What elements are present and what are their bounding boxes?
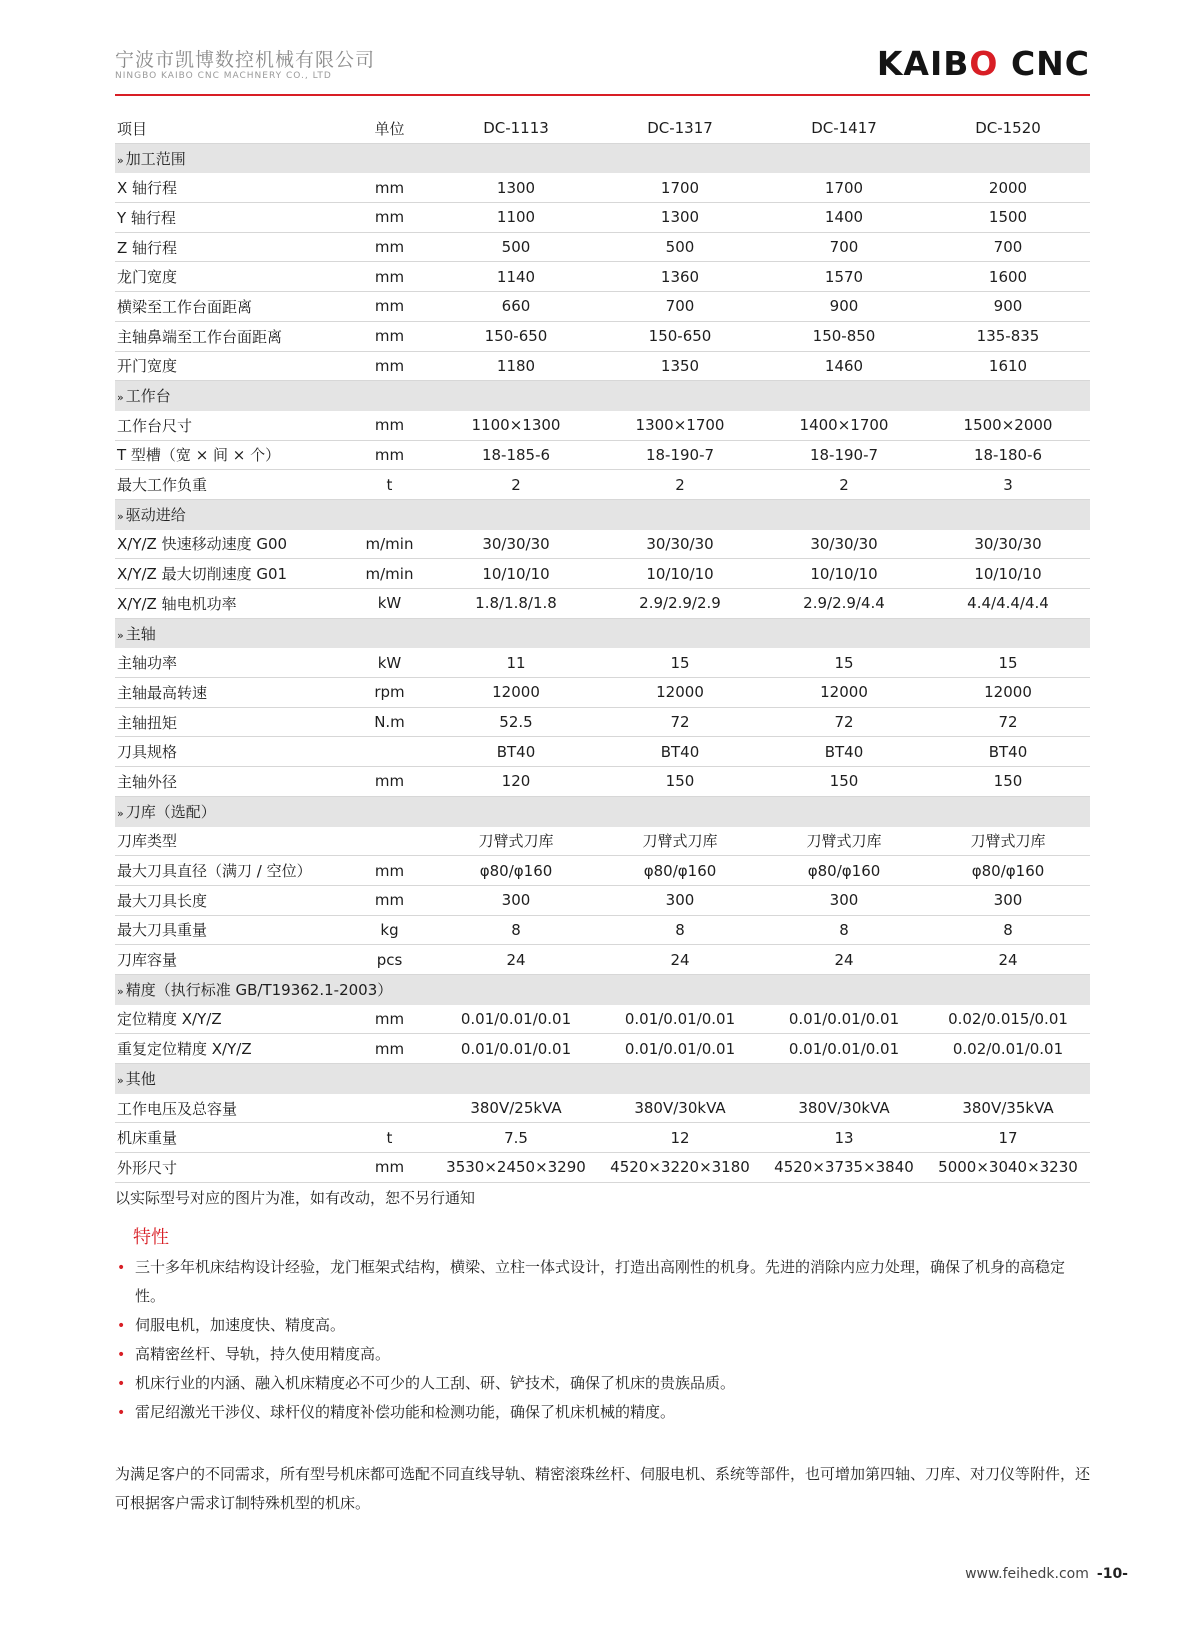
section-row xyxy=(115,381,1090,411)
section-title-text: 加工范围 xyxy=(125,149,186,168)
spec-label: 刀库类型 xyxy=(115,826,353,856)
spec-unit: mm xyxy=(353,410,434,440)
table-row xyxy=(115,648,1090,678)
spec-value: 10/10/10 xyxy=(762,559,926,589)
spec-value: 15 xyxy=(598,648,762,678)
spec-unit xyxy=(353,1093,434,1123)
table-row xyxy=(115,1093,1090,1123)
header-divider xyxy=(115,94,1090,96)
header-unit: 单位 xyxy=(353,114,434,143)
spec-unit: mm xyxy=(353,321,434,351)
table-row xyxy=(115,351,1090,381)
spec-value: 0.02/0.015/0.01 xyxy=(926,1004,1090,1034)
table-row xyxy=(115,737,1090,767)
company-name-cn: 宁波市凯博数控机械有限公司 xyxy=(115,49,376,71)
features-list xyxy=(115,1253,1090,1427)
spec-value: 11 xyxy=(434,648,598,678)
spec-value: 30/30/30 xyxy=(762,529,926,559)
spec-value: 150-650 xyxy=(434,321,598,351)
spec-value: 1610 xyxy=(926,351,1090,381)
spec-value: BT40 xyxy=(762,737,926,767)
spec-value: 18-190-7 xyxy=(762,440,926,470)
spec-value: 150-850 xyxy=(762,321,926,351)
section-row xyxy=(115,499,1090,529)
spec-label: 主轴扭矩 xyxy=(115,707,353,737)
table-row xyxy=(115,292,1090,322)
spec-value: 2 xyxy=(434,470,598,500)
section-title xyxy=(115,143,1090,173)
table-row xyxy=(115,1153,1090,1183)
spec-unit: kW xyxy=(353,648,434,678)
section-arrow-icon: » xyxy=(117,984,124,998)
spec-table xyxy=(115,114,1090,1183)
spec-value: 18-185-6 xyxy=(434,440,598,470)
spec-value: 1300×1700 xyxy=(598,410,762,440)
spec-value: BT40 xyxy=(434,737,598,767)
feature-item: • 高精密丝杆、导轨，持久使用精度高。 xyxy=(115,1340,1090,1369)
closing-paragraph: 为满足客户的不同需求，所有型号机床都可选配不同直线导轨、精密滚珠丝杆、伺服电机、系统等部件，也可增加第四轴、刀库、对刀仪等附件，还可根据客户需求订制特殊机型的机床。 xyxy=(115,1465,1091,1512)
spec-value: 380V/35kVA xyxy=(926,1093,1090,1123)
section-arrow-icon: » xyxy=(117,806,124,820)
disclaimer-note: 以实际型号对应的图片为准，如有改动，恕不另行通知 xyxy=(115,1189,476,1207)
spec-value: 0.01/0.01/0.01 xyxy=(434,1034,598,1064)
spec-unit: N.m xyxy=(353,707,434,737)
spec-value: 24 xyxy=(926,945,1090,975)
table-row xyxy=(115,470,1090,500)
spec-value: 12000 xyxy=(926,678,1090,708)
spec-value: 3 xyxy=(926,470,1090,500)
table-row xyxy=(115,707,1090,737)
spec-label: 最大刀具长度 xyxy=(115,885,353,915)
spec-value: BT40 xyxy=(598,737,762,767)
spec-value: 12000 xyxy=(598,678,762,708)
spec-value: 1700 xyxy=(762,173,926,203)
table-row xyxy=(115,440,1090,470)
kaibo-logo: KAIBO CNC xyxy=(876,44,1090,83)
spec-label: 刀库容量 xyxy=(115,945,353,975)
spec-unit: m/min xyxy=(353,559,434,589)
spec-value: 12 xyxy=(598,1123,762,1153)
spec-value: 5000×3040×3230 xyxy=(926,1153,1090,1183)
spec-value: φ80/φ160 xyxy=(762,856,926,886)
spec-unit: t xyxy=(353,1123,434,1153)
section-row xyxy=(115,974,1090,1004)
spec-value: 900 xyxy=(926,292,1090,322)
spec-value: 1460 xyxy=(762,351,926,381)
spec-value: 7.5 xyxy=(434,1123,598,1153)
spec-value: 1140 xyxy=(434,262,598,292)
page-footer xyxy=(965,1566,1128,1582)
spec-value: 18-190-7 xyxy=(598,440,762,470)
table-row xyxy=(115,1034,1090,1064)
section-title xyxy=(115,974,1090,1004)
company-name-en: NINGBO KAIBO CNC MACHNERY CO., LTD xyxy=(115,71,332,81)
spec-value: 4520×3220×3180 xyxy=(598,1153,762,1183)
spec-value: 380V/25kVA xyxy=(434,1093,598,1123)
table-row xyxy=(115,203,1090,233)
section-title-text: 工作台 xyxy=(125,387,171,406)
spec-label: X/Y/Z 轴电机功率 xyxy=(115,589,353,619)
spec-unit: mm xyxy=(353,856,434,886)
spec-label: 机床重量 xyxy=(115,1123,353,1153)
spec-unit: mm xyxy=(353,203,434,233)
section-row xyxy=(115,1064,1090,1094)
spec-unit: mm xyxy=(353,767,434,797)
section-arrow-icon: » xyxy=(117,391,124,405)
header-model: DC-1113 xyxy=(434,114,598,143)
table-row xyxy=(115,232,1090,262)
features-title: 特性 xyxy=(133,1227,169,1248)
spec-value: 1100×1300 xyxy=(434,410,598,440)
spec-unit xyxy=(353,826,434,856)
spec-value: 12000 xyxy=(762,678,926,708)
spec-unit: t xyxy=(353,470,434,500)
spec-value: φ80/φ160 xyxy=(598,856,762,886)
spec-unit: kW xyxy=(353,589,434,619)
spec-value: 72 xyxy=(598,707,762,737)
table-row xyxy=(115,945,1090,975)
spec-label: 最大刀具直径（满刀 / 空位） xyxy=(115,856,353,886)
spec-value: 900 xyxy=(762,292,926,322)
header-model: DC-1520 xyxy=(926,114,1090,143)
spec-value: 1400 xyxy=(762,203,926,233)
spec-label: 重复定位精度 X/Y/Z xyxy=(115,1034,353,1064)
spec-value: 18-180-6 xyxy=(926,440,1090,470)
spec-label: Z 轴行程 xyxy=(115,232,353,262)
spec-value: 刀臂式刀库 xyxy=(762,826,926,856)
spec-value: 8 xyxy=(926,915,1090,945)
spec-unit: mm xyxy=(353,262,434,292)
spec-value: 2 xyxy=(598,470,762,500)
spec-value: 500 xyxy=(598,232,762,262)
spec-label: 龙门宽度 xyxy=(115,262,353,292)
spec-label: 刀具规格 xyxy=(115,737,353,767)
spec-unit: mm xyxy=(353,1034,434,1064)
spec-label: 主轴鼻端至工作台面距离 xyxy=(115,321,353,351)
section-title xyxy=(115,618,1090,648)
spec-value: 700 xyxy=(598,292,762,322)
table-row xyxy=(115,1123,1090,1153)
spec-value: 300 xyxy=(762,885,926,915)
section-title xyxy=(115,1064,1090,1094)
spec-value: 30/30/30 xyxy=(598,529,762,559)
feature-item: • 机床行业的内涵、融入机床精度必不可少的人工刮、研、铲技术，确保了机床的贵族品质。 xyxy=(115,1369,1090,1398)
table-row xyxy=(115,410,1090,440)
feature-item: • 伺服电机，加速度快、精度高。 xyxy=(115,1311,1090,1340)
spec-value: 0.01/0.01/0.01 xyxy=(598,1004,762,1034)
spec-value: 2.9/2.9/4.4 xyxy=(762,589,926,619)
spec-unit: rpm xyxy=(353,678,434,708)
spec-value: 1400×1700 xyxy=(762,410,926,440)
spec-value: 刀臂式刀库 xyxy=(598,826,762,856)
spec-label: 主轴外径 xyxy=(115,767,353,797)
page-header xyxy=(115,40,1090,96)
spec-value: 1570 xyxy=(762,262,926,292)
spec-unit: mm xyxy=(353,1004,434,1034)
spec-value: 8 xyxy=(598,915,762,945)
spec-unit: mm xyxy=(353,292,434,322)
spec-unit: mm xyxy=(353,351,434,381)
spec-unit: mm xyxy=(353,232,434,262)
spec-label: 开门宽度 xyxy=(115,351,353,381)
spec-value: 150 xyxy=(598,767,762,797)
spec-value: 4520×3735×3840 xyxy=(762,1153,926,1183)
spec-value: 150 xyxy=(926,767,1090,797)
section-row xyxy=(115,796,1090,826)
header-model: DC-1317 xyxy=(598,114,762,143)
spec-value: 0.01/0.01/0.01 xyxy=(762,1004,926,1034)
spec-unit: mm xyxy=(353,885,434,915)
spec-value: 72 xyxy=(926,707,1090,737)
table-row xyxy=(115,321,1090,351)
table-row xyxy=(115,173,1090,203)
spec-unit: mm xyxy=(353,173,434,203)
spec-value: 2.9/2.9/2.9 xyxy=(598,589,762,619)
spec-value: 1700 xyxy=(598,173,762,203)
section-title-text: 驱动进给 xyxy=(125,505,186,524)
logo-red-o: O xyxy=(969,44,999,83)
spec-value: 380V/30kVA xyxy=(762,1093,926,1123)
spec-value: 10/10/10 xyxy=(598,559,762,589)
page-number: -10- xyxy=(1096,1566,1128,1582)
section-title-text: 其他 xyxy=(125,1069,156,1088)
spec-value: 13 xyxy=(762,1123,926,1153)
spec-unit: mm xyxy=(353,1153,434,1183)
spec-value: 700 xyxy=(926,232,1090,262)
spec-label: 工作台尺寸 xyxy=(115,410,353,440)
spec-value: 刀臂式刀库 xyxy=(926,826,1090,856)
table-row xyxy=(115,826,1090,856)
spec-label: 横梁至工作台面距离 xyxy=(115,292,353,322)
spec-label: 主轴最高转速 xyxy=(115,678,353,708)
spec-label: 定位精度 X/Y/Z xyxy=(115,1004,353,1034)
table-row xyxy=(115,856,1090,886)
spec-value: 1300 xyxy=(598,203,762,233)
spec-value: 1500 xyxy=(926,203,1090,233)
spec-value: 1600 xyxy=(926,262,1090,292)
table-row xyxy=(115,1004,1090,1034)
spec-value: 150-650 xyxy=(598,321,762,351)
spec-value: 8 xyxy=(762,915,926,945)
spec-value: 1360 xyxy=(598,262,762,292)
spec-value: 1500×2000 xyxy=(926,410,1090,440)
section-arrow-icon: » xyxy=(117,153,124,167)
spec-value: 刀臂式刀库 xyxy=(434,826,598,856)
spec-value: φ80/φ160 xyxy=(434,856,598,886)
spec-value: BT40 xyxy=(926,737,1090,767)
section-row xyxy=(115,143,1090,173)
spec-value: 8 xyxy=(434,915,598,945)
spec-value: 1.8/1.8/1.8 xyxy=(434,589,598,619)
spec-value: 150 xyxy=(762,767,926,797)
spec-value: 0.01/0.01/0.01 xyxy=(434,1004,598,1034)
feature-item: • 雷尼绍激光干涉仪、球杆仪的精度补偿功能和检测功能，确保了机床机械的精度。 xyxy=(115,1398,1090,1427)
section-arrow-icon: » xyxy=(117,628,124,642)
spec-value: 15 xyxy=(762,648,926,678)
spec-value: 1350 xyxy=(598,351,762,381)
section-title-text: 刀库（选配） xyxy=(125,802,216,821)
section-arrow-icon: » xyxy=(117,1073,124,1087)
spec-value: 24 xyxy=(598,945,762,975)
spec-value: 10/10/10 xyxy=(434,559,598,589)
header-item: 项目 xyxy=(115,114,353,143)
spec-unit xyxy=(353,737,434,767)
spec-value: 30/30/30 xyxy=(926,529,1090,559)
spec-unit: m/min xyxy=(353,529,434,559)
spec-value: 30/30/30 xyxy=(434,529,598,559)
spec-value: 2 xyxy=(762,470,926,500)
table-row xyxy=(115,262,1090,292)
spec-value: 1100 xyxy=(434,203,598,233)
spec-label: 外形尺寸 xyxy=(115,1153,353,1183)
spec-value: 1300 xyxy=(434,173,598,203)
section-arrow-icon: » xyxy=(117,509,124,523)
spec-value: 500 xyxy=(434,232,598,262)
feature-item: • 三十多年机床结构设计经验，龙门框架式结构，横梁、立柱一体式设计，打造出高刚性的机身。先进的消除内应力处理，确保了机身的高稳定性。 xyxy=(115,1253,1090,1311)
table-row xyxy=(115,885,1090,915)
spec-value: 17 xyxy=(926,1123,1090,1153)
table-row xyxy=(115,529,1090,559)
spec-value: 120 xyxy=(434,767,598,797)
section-title xyxy=(115,499,1090,529)
spec-value: 300 xyxy=(926,885,1090,915)
spec-value: 3530×2450×3290 xyxy=(434,1153,598,1183)
spec-value: 0.01/0.01/0.01 xyxy=(598,1034,762,1064)
spec-label: X/Y/Z 最大切削速度 G01 xyxy=(115,559,353,589)
table-row xyxy=(115,678,1090,708)
section-row xyxy=(115,618,1090,648)
spec-label: 主轴功率 xyxy=(115,648,353,678)
table-row xyxy=(115,559,1090,589)
spec-label: X 轴行程 xyxy=(115,173,353,203)
section-title-text: 主轴 xyxy=(125,624,156,643)
spec-value: 24 xyxy=(762,945,926,975)
spec-label: 最大工作负重 xyxy=(115,470,353,500)
spec-value: 2000 xyxy=(926,173,1090,203)
spec-value: φ80/φ160 xyxy=(926,856,1090,886)
spec-label: T 型槽（宽 × 间 × 个） xyxy=(115,440,353,470)
spec-label: 最大刀具重量 xyxy=(115,915,353,945)
section-title-text: 精度（执行标准 GB/T19362.1-2003） xyxy=(125,980,393,999)
spec-unit: pcs xyxy=(353,945,434,975)
spec-value: 300 xyxy=(434,885,598,915)
table-row xyxy=(115,767,1090,797)
section-title xyxy=(115,381,1090,411)
spec-value: 72 xyxy=(762,707,926,737)
spec-value: 4.4/4.4/4.4 xyxy=(926,589,1090,619)
spec-value: 10/10/10 xyxy=(926,559,1090,589)
spec-label: X/Y/Z 快速移动速度 G00 xyxy=(115,529,353,559)
section-title xyxy=(115,796,1090,826)
spec-label: 工作电压及总容量 xyxy=(115,1093,353,1123)
spec-value: 660 xyxy=(434,292,598,322)
spec-value: 24 xyxy=(434,945,598,975)
website-url: www.feihedk.com xyxy=(965,1566,1089,1582)
spec-value: 300 xyxy=(598,885,762,915)
spec-value: 700 xyxy=(762,232,926,262)
spec-value: 1180 xyxy=(434,351,598,381)
spec-value: 15 xyxy=(926,648,1090,678)
spec-value: 0.02/0.01/0.01 xyxy=(926,1034,1090,1064)
spec-label: Y 轴行程 xyxy=(115,203,353,233)
header-model: DC-1417 xyxy=(762,114,926,143)
table-row xyxy=(115,915,1090,945)
spec-unit: kg xyxy=(353,915,434,945)
spec-value: 52.5 xyxy=(434,707,598,737)
table-header-row xyxy=(115,114,1090,143)
spec-unit: mm xyxy=(353,440,434,470)
spec-value: 135-835 xyxy=(926,321,1090,351)
spec-value: 12000 xyxy=(434,678,598,708)
spec-value: 0.01/0.01/0.01 xyxy=(762,1034,926,1064)
spec-value: 380V/30kVA xyxy=(598,1093,762,1123)
table-row xyxy=(115,589,1090,619)
